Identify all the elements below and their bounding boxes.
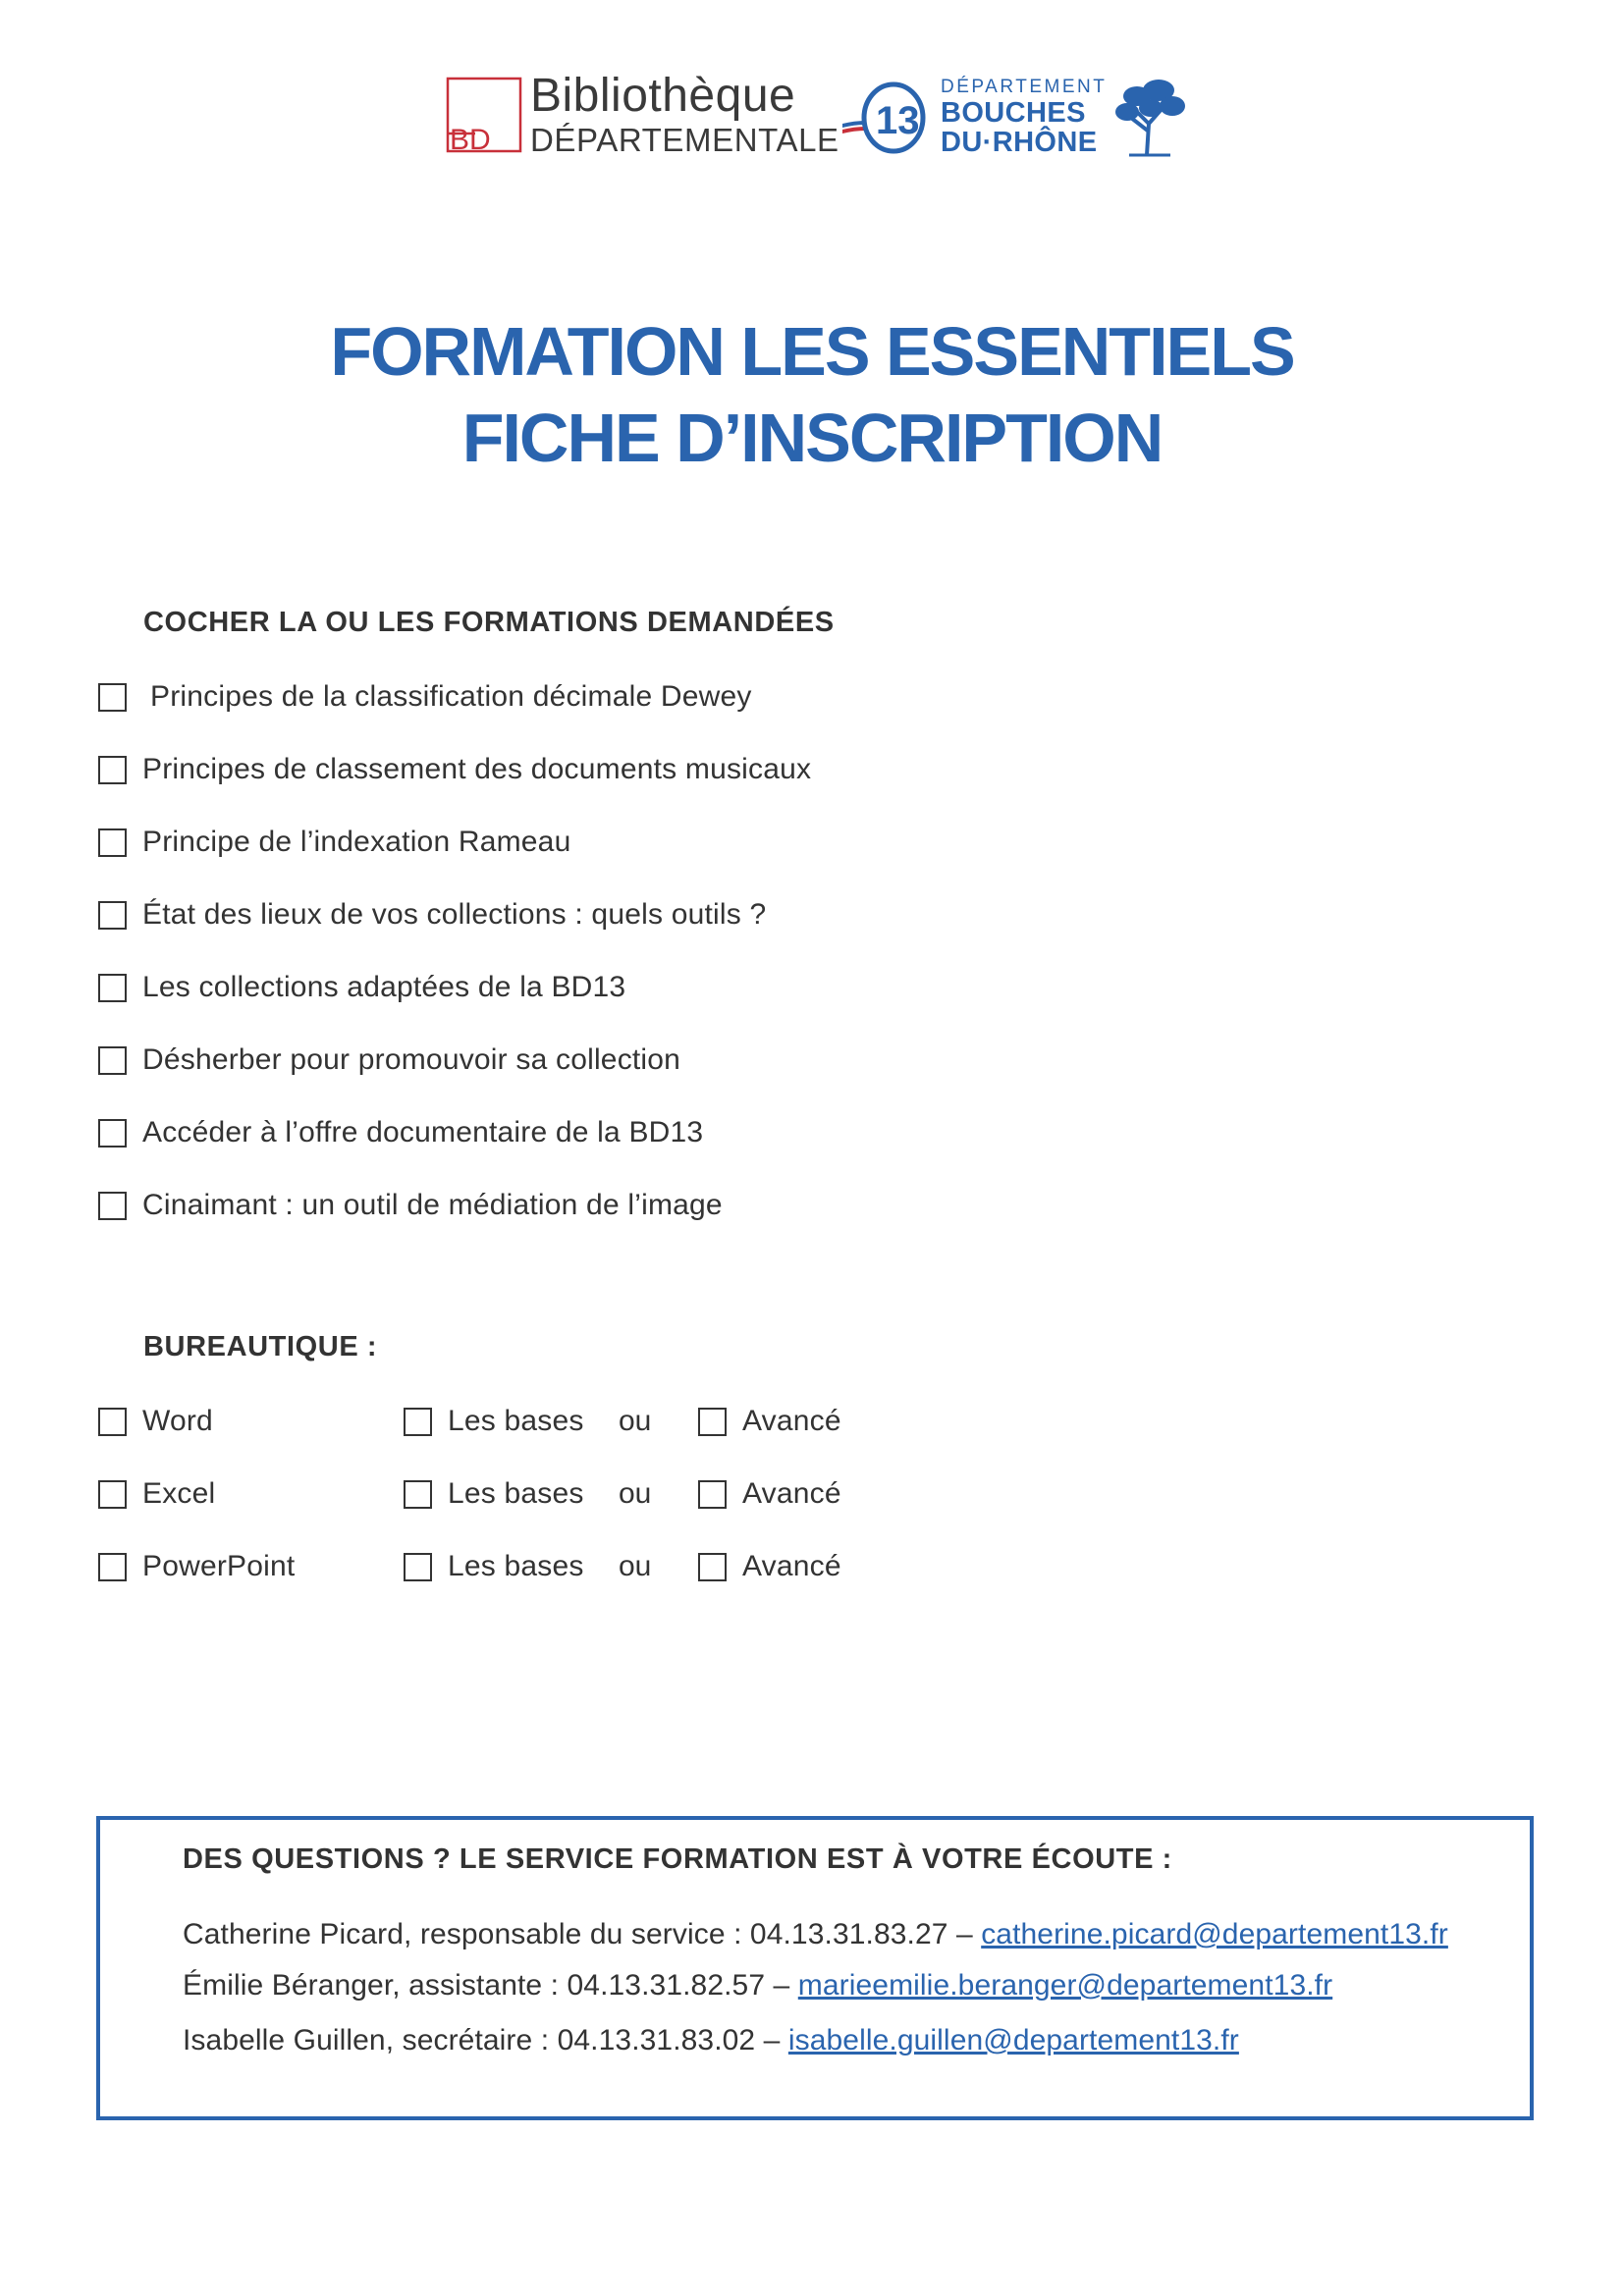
department-name-line1: BOUCHES <box>941 97 1086 129</box>
checkbox[interactable] <box>698 1480 727 1509</box>
contact-catherine-picard <box>183 1918 1448 1951</box>
checkbox[interactable] <box>98 1553 127 1581</box>
contact-isabelle-guillen <box>183 2024 1239 2057</box>
level-basic-label: Les bases <box>448 1405 584 1437</box>
department-label: DÉPARTEMENT <box>941 77 1108 97</box>
formation-label: Cinaimant : un outil de médiation de l’image <box>142 1189 723 1221</box>
formation-option-cinaimant[interactable] <box>98 1186 723 1225</box>
checkbox[interactable] <box>98 828 127 857</box>
contact-text: Isabelle Guillen, secrétaire : 04.13.31.83.02 – <box>183 2024 788 2056</box>
checkbox[interactable] <box>404 1408 432 1436</box>
checkbox[interactable] <box>404 1553 432 1581</box>
checkbox[interactable] <box>698 1408 727 1436</box>
checkbox[interactable] <box>98 1408 127 1436</box>
checkbox[interactable] <box>698 1553 727 1581</box>
email-link[interactable]: catherine.picard@departement13.fr <box>981 1918 1448 1950</box>
level-advanced-label: Avancé <box>742 1550 841 1582</box>
or-separator: ou <box>619 1405 652 1437</box>
level-basic-label: Les bases <box>448 1477 584 1510</box>
formation-option-desherber[interactable] <box>98 1041 680 1080</box>
excel-level-advanced[interactable] <box>698 1474 841 1514</box>
contact-heading: DES QUESTIONS ? LE SERVICE FORMATION EST À VOTRE ÉCOUTE : <box>183 1843 1172 1875</box>
checkbox[interactable] <box>98 1480 127 1509</box>
department-number: 13 <box>876 99 920 142</box>
formation-option-musique[interactable] <box>98 750 811 789</box>
excel-level-basic[interactable] <box>404 1474 584 1514</box>
level-advanced-label: Avancé <box>742 1405 841 1437</box>
formation-option-rameau[interactable] <box>98 823 570 862</box>
checkbox[interactable] <box>98 683 127 712</box>
library-name-block <box>530 71 839 159</box>
page-title-line2: FICHE D’INSCRIPTION <box>461 400 1163 476</box>
formation-label: Les collections adaptées de la BD13 <box>142 971 626 1003</box>
software-label: Word <box>142 1405 213 1437</box>
office-option-powerpoint[interactable] <box>98 1547 295 1586</box>
checkbox[interactable] <box>98 1192 127 1220</box>
word-level-basic[interactable] <box>404 1402 584 1441</box>
department-name-line2: DU·RHÔNE <box>941 127 1098 158</box>
level-basic-label: Les bases <box>448 1550 584 1582</box>
contact-text: Catherine Picard, responsable du service : 04.13.31.83.27 – <box>183 1918 982 1950</box>
formation-label: Accéder à l’offre documentaire de la BD13 <box>142 1116 704 1148</box>
library-name: Bibliothèque <box>530 70 796 122</box>
email-link[interactable]: isabelle.guillen@departement13.fr <box>787 2024 1239 2056</box>
bd-logo-letters: BD <box>450 124 491 153</box>
library-subtitle: DÉPARTEMENTALE <box>530 122 839 158</box>
or-separator: ou <box>619 1477 652 1510</box>
contact-emilie-beranger <box>183 1969 1332 2002</box>
bd-logo <box>446 77 522 153</box>
checkbox[interactable] <box>98 756 127 784</box>
software-label: PowerPoint <box>142 1550 296 1582</box>
formation-label: Principes de classement des documents musicaux <box>142 753 812 785</box>
formation-option-collections-adaptees[interactable] <box>98 968 625 1007</box>
formations-heading: COCHER LA OU LES FORMATIONS DEMANDÉES <box>143 607 835 638</box>
or-separator: ou <box>619 1550 652 1582</box>
bureautique-heading: BUREAUTIQUE : <box>143 1331 378 1362</box>
email-link[interactable]: marieemilie.beranger@departement13.fr <box>797 1969 1333 2002</box>
contact-text: Émilie Béranger, assistante : 04.13.31.82.57 – <box>183 1969 798 2002</box>
formation-label: Principes de la classification décimale Dewey <box>150 680 752 713</box>
formation-option-dewey[interactable] <box>98 677 752 717</box>
powerpoint-level-basic[interactable] <box>404 1547 584 1586</box>
department-13-logo <box>837 79 935 157</box>
formation-option-offre-documentaire[interactable] <box>98 1113 703 1152</box>
olive-tree-icon <box>1108 75 1192 159</box>
formation-label: Désherber pour promouvoir sa collection <box>142 1043 681 1076</box>
word-level-advanced[interactable] <box>698 1402 841 1441</box>
office-option-word[interactable] <box>98 1402 213 1441</box>
powerpoint-level-advanced[interactable] <box>698 1547 841 1586</box>
formation-option-etat-des-lieux[interactable] <box>98 895 766 934</box>
checkbox[interactable] <box>404 1480 432 1509</box>
checkbox[interactable] <box>98 1046 127 1075</box>
page-title-line1: FORMATION LES ESSENTIELS <box>330 313 1294 390</box>
checkbox[interactable] <box>98 974 127 1002</box>
level-advanced-label: Avancé <box>742 1477 841 1510</box>
contact-box <box>96 1816 1534 2120</box>
software-label: Excel <box>142 1477 216 1510</box>
checkbox[interactable] <box>98 901 127 930</box>
checkbox[interactable] <box>98 1119 127 1148</box>
department-name-block <box>941 77 1107 157</box>
office-option-excel[interactable] <box>98 1474 215 1514</box>
formation-label: Principe de l’indexation Rameau <box>142 826 571 858</box>
formation-label: État des lieux de vos collections : quels outils ? <box>142 898 767 931</box>
